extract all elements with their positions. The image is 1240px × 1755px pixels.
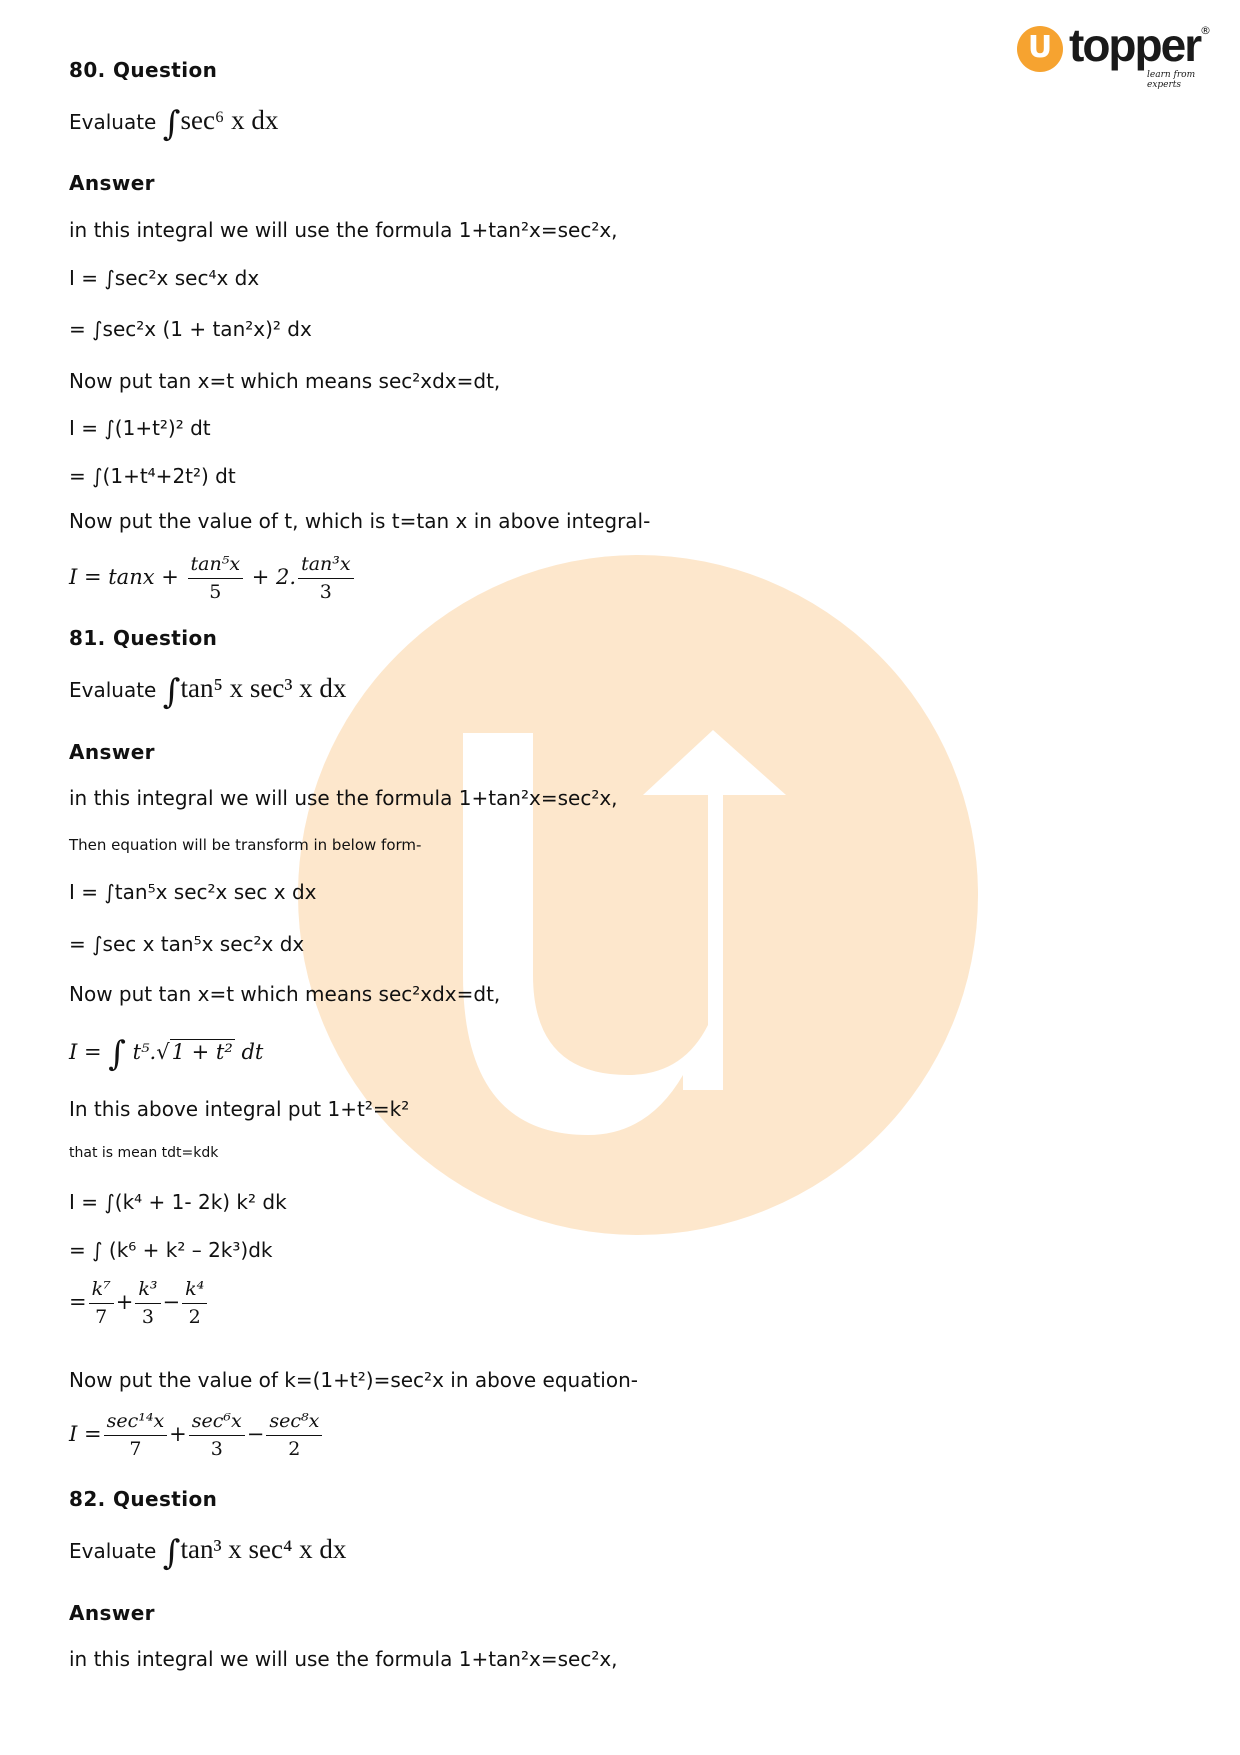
fraction (135, 1278, 160, 1329)
sqrt-icon: √ (156, 1040, 170, 1064)
fraction-denominator: 3 (141, 1305, 154, 1328)
evaluate-label: Evaluate (69, 110, 157, 134)
fraction-denominator: 3 (319, 580, 332, 603)
topper-logo[interactable] (1017, 19, 1217, 90)
q80-line-5: I = ∫(1+t²)² dt (69, 416, 211, 440)
fraction (189, 1410, 245, 1461)
q81-final-equation (69, 1410, 324, 1461)
q81-line-9: = ∫ (k⁶ + k² – 2k³)dk (69, 1238, 273, 1262)
logo-badge-icon: U (1017, 26, 1063, 72)
q80-line-7: Now put the value of t, which is t=tan x in above integral- (69, 509, 651, 533)
q81-integrand: tan⁵ x sec³ x dx (180, 673, 347, 703)
q82-heading: 82. Question (69, 1487, 218, 1511)
integral-icon: ∫ (162, 1533, 181, 1573)
equation-lhs: I = (69, 1040, 102, 1064)
q80-line-2: I = ∫sec²x sec⁴x dx (69, 266, 260, 290)
q81-line-4: = ∫sec x tan⁵x sec²x dx (69, 932, 305, 956)
q80-line-4: Now put tan x=t which means sec²xdx=dt, (69, 369, 501, 393)
q81-line-8: I = ∫(k⁴ + 1- 2k) k² dk (69, 1190, 287, 1214)
q80-result-equation (69, 553, 356, 604)
fraction-denominator: 2 (188, 1305, 201, 1328)
fraction-numerator: tan⁵x (188, 553, 244, 579)
fraction-denominator: 2 (288, 1437, 301, 1460)
q81-line-3: I = ∫tan⁵x sec²x sec x dx (69, 880, 317, 904)
fraction-numerator: k⁴ (182, 1278, 207, 1304)
q81-k-result-equation (69, 1278, 209, 1329)
result-mid: + 2. (251, 564, 297, 589)
operator: − (246, 1421, 265, 1446)
fraction-numerator: tan³x (298, 553, 354, 579)
registered-mark: ® (1200, 24, 1211, 37)
q81-prompt (69, 672, 346, 713)
q82-line-1: in this integral we will use the formula 1+tan²x=sec²x, (69, 1647, 618, 1671)
equation-lhs: = (69, 1289, 87, 1314)
fraction-denominator: 7 (95, 1305, 108, 1328)
q81-line-10: Now put the value of k=(1+t²)=sec²x in above equation- (69, 1368, 638, 1392)
logo-wordmark: topper (1069, 19, 1201, 71)
q81-substitution-equation (69, 1034, 263, 1075)
q80-line-6: = ∫(1+t⁴+2t²) dt (69, 464, 236, 488)
operator: + (169, 1421, 187, 1446)
integral-icon: ∫ (108, 1034, 126, 1074)
fraction-numerator: k⁷ (89, 1278, 114, 1304)
q81-line-2: Then equation will be transform in below form- (69, 836, 422, 854)
fraction (89, 1278, 114, 1329)
evaluate-label: Evaluate (69, 678, 157, 702)
q81-line-7: that is mean tdt=kdk (69, 1145, 219, 1161)
fraction (182, 1278, 207, 1329)
watermark-logo (298, 555, 978, 1235)
fraction (298, 553, 354, 604)
equation-lhs: I = (69, 1421, 102, 1446)
fraction-numerator: sec⁶x (189, 1410, 245, 1436)
operator: + (115, 1289, 134, 1314)
result-lhs: I = tanx + (69, 564, 179, 589)
q80-line-1: in this integral we will use the formula 1+tan²x=sec²x, (69, 218, 618, 242)
q80-integrand: sec⁶ x dx (180, 105, 279, 135)
fraction (266, 1410, 322, 1461)
operator: − (162, 1289, 181, 1314)
fraction-denominator: 3 (210, 1437, 223, 1460)
q80-prompt (69, 104, 278, 145)
q81-line-1: in this integral we will use the formula 1+tan²x=sec²x, (69, 786, 618, 810)
fraction-numerator: sec⁸x (266, 1410, 322, 1436)
integrand-term: t⁵. (132, 1040, 157, 1064)
q80-answer-label: Answer (69, 171, 155, 195)
q81-line-6: In this above integral put 1+t²=k² (69, 1097, 410, 1121)
evaluate-label: Evaluate (69, 1539, 157, 1563)
fraction-numerator: sec¹⁴x (104, 1410, 168, 1436)
q80-line-3: = ∫sec²x (1 + tan²x)² dx (69, 317, 312, 341)
integral-icon: ∫ (162, 672, 181, 712)
q81-line-5: Now put tan x=t which means sec²xdx=dt, (69, 982, 501, 1006)
logo-tagline: learn from experts (1147, 70, 1196, 90)
fraction-denominator: 5 (209, 580, 222, 603)
fraction (188, 553, 244, 604)
fraction (104, 1410, 168, 1461)
radicand: 1 + t² (171, 1040, 233, 1064)
integral-icon: ∫ (162, 104, 181, 144)
q82-integrand: tan³ x sec⁴ x dx (180, 1534, 347, 1564)
fraction-numerator: k³ (135, 1278, 160, 1304)
fraction-denominator: 7 (129, 1437, 142, 1460)
differential: dt (241, 1040, 264, 1064)
q81-heading: 81. Question (69, 626, 218, 650)
q82-answer-label: Answer (69, 1601, 155, 1625)
q81-answer-label: Answer (69, 740, 155, 764)
q80-heading: 80. Question (69, 58, 218, 82)
q82-prompt (69, 1533, 346, 1574)
